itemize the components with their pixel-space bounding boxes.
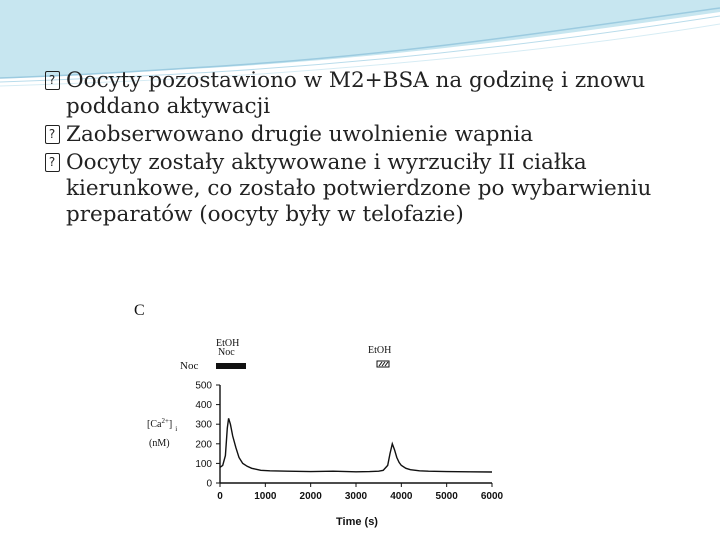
x-tick-label: 5000 — [435, 491, 458, 502]
annotation-etoh-2: EtOH — [368, 345, 392, 356]
y-axis-label-text: [Ca — [147, 419, 162, 430]
bullet-text: Zaobserwowano drugie uwolnienie wapnia — [66, 122, 534, 147]
bullet-marker: ? — [44, 123, 60, 145]
bullet-item — [44, 68, 694, 120]
bullet-item — [44, 122, 694, 148]
bullet-list — [44, 68, 694, 230]
bullet-text: Oocyty pozostawiono w M2+BSA na godzinę i znowu poddano aktywacji — [66, 68, 646, 119]
calcium-trace-line — [220, 418, 492, 472]
calcium-trace-figure — [92, 287, 558, 540]
annotation-noc-row: Noc — [180, 360, 199, 372]
y-axis-label-close: ] — [168, 419, 173, 430]
y-axis-label-line2: (nM) — [149, 438, 170, 449]
x-tick-label: 2000 — [299, 491, 322, 502]
y-tick-label: 100 — [195, 458, 212, 470]
noc-bar — [216, 363, 246, 369]
y-axis-label-sup: 2+ — [161, 417, 169, 425]
bullet-text: Oocyty zostały aktywowane i wyrzuciły II ciałka kierunkowe, co zostało potwierdzone po wybarwieniu preparatów (oocyty były w telofazie) — [66, 150, 652, 227]
x-tick-label: 0 — [217, 491, 223, 502]
y-axis-label-sub: i — [175, 425, 178, 433]
x-tick-label: 3000 — [344, 491, 368, 502]
x-tick-label: 1000 — [254, 491, 277, 502]
x-tick-label: 4000 — [390, 491, 413, 502]
bullet-item — [44, 150, 694, 228]
x-tick-label: 6000 — [480, 491, 504, 502]
panel-label: C — [134, 302, 145, 319]
annotation-noc-1: Noc — [218, 347, 235, 358]
y-tick-label: 300 — [195, 419, 212, 431]
chart-axes — [220, 385, 492, 483]
x-axis-label: Time (s) — [336, 516, 378, 528]
bullet-marker: ? — [44, 151, 60, 173]
chart-ticks — [195, 381, 503, 503]
y-tick-label: 500 — [195, 380, 212, 392]
y-tick-label: 400 — [195, 400, 212, 412]
annotation-etoh-1: EtOH — [216, 338, 240, 349]
y-tick-label: 200 — [195, 439, 212, 451]
y-tick-label: 0 — [206, 478, 212, 490]
bullet-marker: ? — [44, 69, 60, 91]
y-axis-label-line1 — [147, 417, 177, 433]
